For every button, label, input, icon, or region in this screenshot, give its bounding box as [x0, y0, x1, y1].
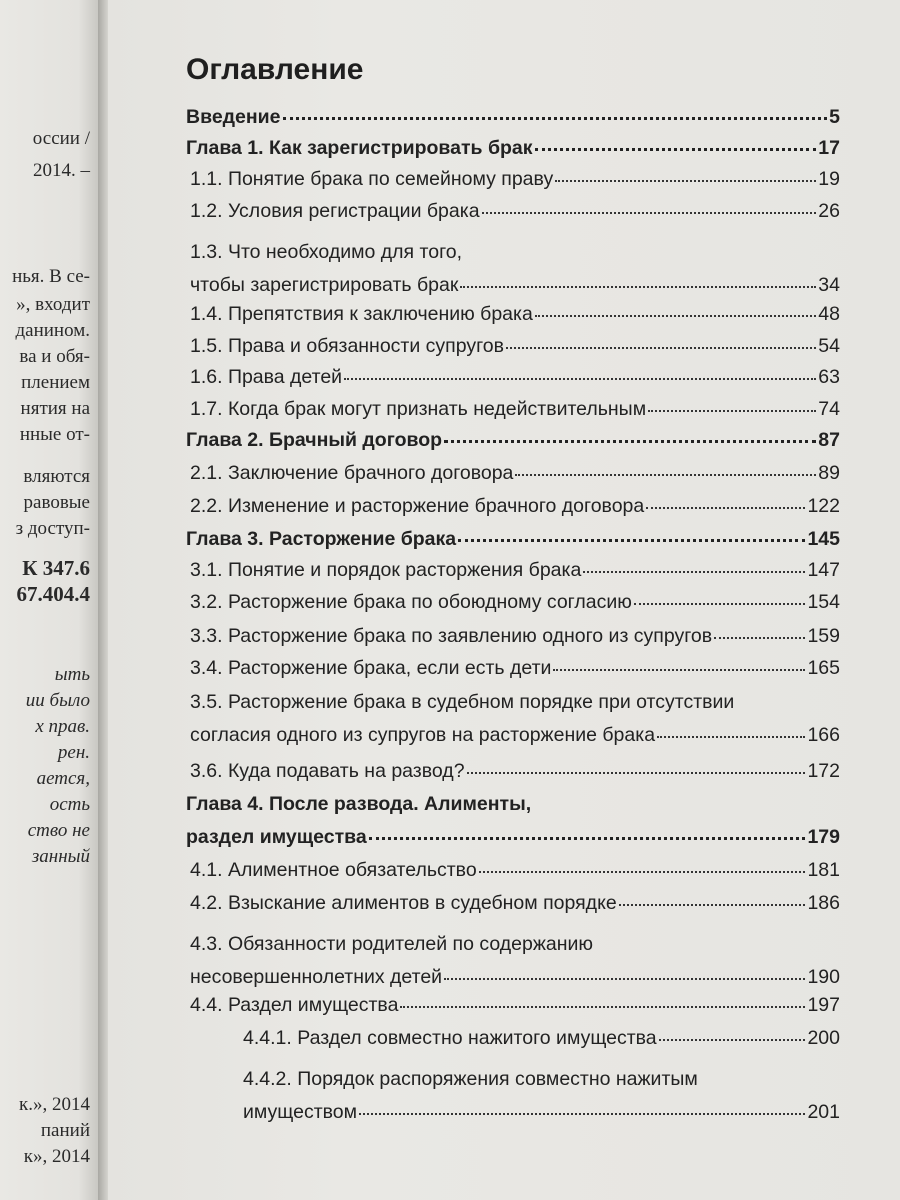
toc-section-entry — [190, 273, 840, 297]
toc-section-entry — [190, 723, 840, 747]
dot-leader — [458, 539, 805, 542]
dot-leader — [515, 474, 816, 476]
dot-leader — [444, 440, 816, 443]
dot-leader — [479, 871, 806, 873]
toc-page-number: 74 — [818, 398, 840, 420]
dot-leader — [535, 148, 817, 151]
contents-page — [108, 0, 900, 1200]
left-text-line: плением — [21, 372, 90, 393]
left-text-line: ии было — [25, 690, 90, 711]
toc-page-number: 154 — [807, 591, 840, 613]
left-text-line: вляются — [23, 466, 90, 487]
toc-section-entry — [190, 965, 840, 989]
toc-page-number: 63 — [818, 366, 840, 388]
left-text-line: ается, — [36, 768, 90, 789]
toc-page-number: 48 — [818, 303, 840, 325]
dot-leader — [657, 736, 805, 738]
toc-entry-title: Введение — [186, 106, 281, 128]
dot-leader — [714, 637, 805, 639]
left-text-line: 2014. – — [33, 160, 90, 181]
dot-leader — [283, 117, 828, 120]
toc-page-number: 89 — [818, 462, 840, 484]
toc-page-number: 165 — [807, 657, 840, 679]
toc-entry-title: Глава 4. После развода. Алименты, — [186, 793, 532, 815]
dot-leader — [659, 1039, 806, 1041]
left-text-line: занный — [31, 846, 90, 867]
toc-entry-title: 4.3. Обязанности родителей по содержанию — [190, 933, 593, 955]
toc-entry-title: 4.4. Раздел имущества — [190, 994, 399, 1016]
dot-leader — [535, 315, 816, 317]
toc-page-number: 181 — [807, 859, 840, 881]
toc-entry-title: 3.3. Расторжение брака по заявлению одного из супругов — [190, 625, 713, 647]
toc-page-number: 122 — [807, 495, 840, 517]
left-text-line: », входит — [16, 294, 90, 315]
toc-page-number: 87 — [818, 429, 840, 451]
table-of-contents — [108, 0, 900, 1200]
toc-entry-title: Глава 3. Расторжение брака — [186, 528, 457, 550]
dot-leader — [359, 1113, 805, 1115]
left-text-line: к», 2014 — [23, 1146, 90, 1167]
toc-page-number: 186 — [807, 892, 840, 914]
toc-page-number: 17 — [818, 137, 840, 159]
toc-entry-title: 3.5. Расторжение брака в судебном порядке при отсутствии — [190, 691, 735, 713]
toc-entry-title: чтобы зарегистрировать брак — [190, 274, 459, 296]
toc-entry-title: имуществом — [243, 1101, 358, 1123]
toc-entry-title: 3.2. Расторжение брака по обоюдному согласию — [190, 591, 632, 613]
toc-section-entry — [190, 624, 840, 648]
dot-leader — [583, 571, 805, 573]
toc-section-entry — [190, 993, 840, 1017]
toc-entry-title: 2.2. Изменение и расторжение брачного договора — [190, 495, 645, 517]
toc-page-number: 172 — [807, 760, 840, 782]
toc-section-entry — [190, 494, 840, 518]
left-text-line: ство не — [27, 820, 90, 841]
left-text-line: равовые — [23, 492, 90, 513]
left-text-line: данином. — [15, 320, 90, 341]
toc-entry-title: 3.1. Понятие и порядок расторжения брака — [190, 559, 582, 581]
toc-entry-title: 1.4. Препятствия к заключению брака — [190, 303, 533, 325]
toc-section-entry — [190, 759, 840, 783]
toc-entry-title: 1.6. Права детей — [190, 366, 343, 388]
toc-entry-title: Глава 1. Как зарегистрировать брак — [186, 137, 533, 159]
toc-section-entry — [190, 558, 840, 582]
toc-entry-title: 1.3. Что необходимо для того, — [190, 241, 463, 263]
toc-section-entry — [243, 1100, 840, 1124]
toc-chapter-entry — [186, 136, 840, 160]
toc-entry-title: 4.1. Алиментное обязательство — [190, 859, 477, 881]
toc-entry-title: 1.2. Условия регистрации брака — [190, 200, 480, 222]
toc-entry-title: согласия одного из супругов на расторжение брака — [190, 724, 656, 746]
left-text-line: нятия на — [20, 398, 90, 419]
dot-leader — [344, 378, 816, 380]
left-text-line: з доступ- — [15, 518, 90, 539]
toc-page-number: 197 — [807, 994, 840, 1016]
toc-entry-title: 3.6. Куда подавать на развод? — [190, 760, 465, 782]
previous-page — [0, 0, 98, 1200]
toc-entry-title: 3.4. Расторжение брака, если есть дети — [190, 657, 552, 679]
toc-section-entry — [190, 590, 840, 614]
dot-leader — [369, 837, 806, 840]
left-text-line: ва и обя- — [19, 346, 90, 367]
toc-section-entry — [190, 397, 840, 421]
toc-section-entry — [190, 656, 840, 680]
toc-section-entry — [190, 365, 840, 389]
toc-chapter-entry — [186, 527, 840, 551]
toc-entry-title: 2.1. Заключение брачного договора — [190, 462, 514, 484]
dot-leader — [506, 347, 816, 349]
toc-section-entry — [190, 302, 840, 326]
toc-entry-title: 1.5. Права и обязанности супругов — [190, 335, 504, 357]
toc-page-number: 34 — [818, 274, 840, 296]
toc-section-entry — [243, 1026, 840, 1050]
dot-leader — [553, 669, 805, 671]
dot-leader — [555, 180, 816, 182]
toc-page-number: 54 — [818, 335, 840, 357]
dot-leader — [400, 1006, 805, 1008]
left-text-line: рен. — [57, 742, 90, 763]
toc-entry-title: Глава 2. Брачный договор — [186, 429, 443, 451]
toc-section-entry — [190, 461, 840, 485]
toc-page-number: 145 — [807, 528, 840, 550]
dot-leader — [634, 603, 806, 605]
toc-entry-title: 4.4.2. Порядок распоряжения совместно нажитым — [243, 1068, 698, 1090]
dot-leader — [467, 772, 806, 774]
dot-leader — [444, 978, 805, 980]
left-text-line: нья. В се- — [12, 266, 90, 287]
left-text-line: нные от- — [19, 424, 90, 445]
toc-entry-title: 1.7. Когда брак могут признать недействительным — [190, 398, 647, 420]
toc-chapter-entry — [186, 825, 840, 849]
toc-page-number: 201 — [807, 1101, 840, 1123]
toc-page-number: 19 — [818, 168, 840, 190]
toc-entry-title: несовершеннолетних детей — [190, 966, 443, 988]
dot-leader — [460, 286, 816, 288]
toc-page-number: 179 — [807, 826, 840, 848]
toc-entry-title: раздел имущества — [186, 826, 367, 848]
left-text-line: паний — [40, 1120, 90, 1141]
dot-leader — [646, 507, 805, 509]
left-text-line: 67.404.4 — [16, 582, 90, 606]
left-text-line: ость — [49, 794, 90, 815]
left-text-line: оссии / — [32, 128, 90, 149]
toc-section-entry — [190, 858, 840, 882]
book-gutter — [98, 0, 108, 1200]
dot-leader — [482, 212, 817, 214]
toc-entry-title: 4.4.1. Раздел совместно нажитого имущества — [243, 1027, 657, 1049]
left-text-line: к.», 2014 — [19, 1094, 90, 1115]
toc-page-number: 200 — [807, 1027, 840, 1049]
toc-page-number: 190 — [807, 966, 840, 988]
toc-section-entry — [190, 167, 840, 191]
left-text-line: х прав. — [35, 716, 90, 737]
toc-chapter-entry — [186, 105, 840, 129]
toc-page-number: 166 — [807, 724, 840, 746]
dot-leader — [648, 410, 816, 412]
dot-leader — [619, 904, 806, 906]
toc-page-number: 147 — [807, 559, 840, 581]
toc-section-entry — [190, 199, 840, 223]
left-text-line: К 347.6 — [22, 556, 90, 580]
toc-entry-title: 1.1. Понятие брака по семейному праву — [190, 168, 554, 190]
toc-section-entry — [190, 334, 840, 358]
page-title: Оглавление — [186, 53, 364, 86]
toc-page-number: 26 — [818, 200, 840, 222]
left-text-line: ыть — [54, 664, 90, 685]
toc-chapter-entry — [186, 428, 840, 452]
toc-page-number: 5 — [829, 106, 840, 128]
toc-entry-title: 4.2. Взыскание алиментов в судебном порядке — [190, 892, 617, 914]
toc-section-entry — [190, 891, 840, 915]
toc-page-number: 159 — [807, 625, 840, 647]
